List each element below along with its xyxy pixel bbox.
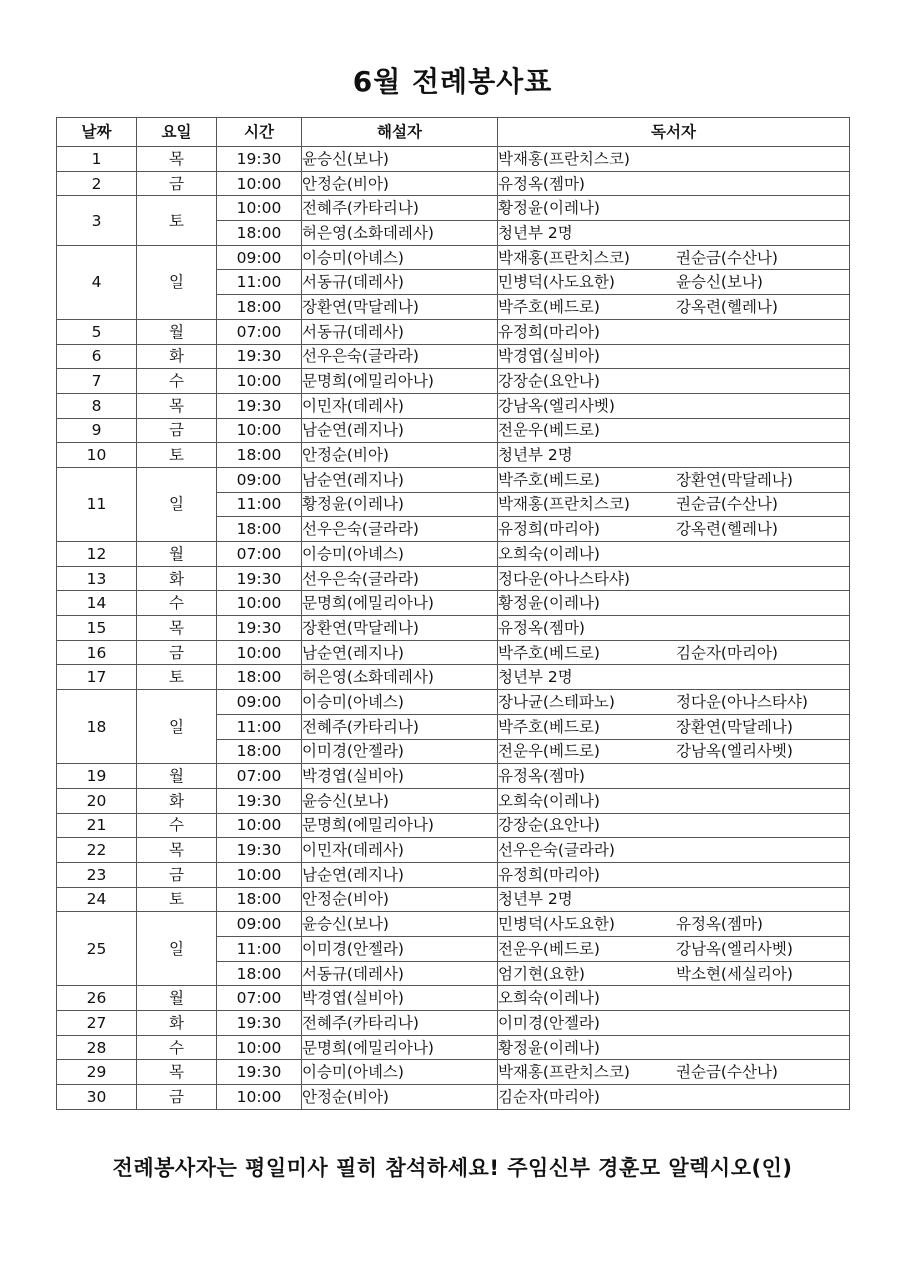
reader-secondary: 김순자(마리아) [676,643,778,662]
commentator-cell: 전혜주(카타리나) [302,196,498,221]
date-cell: 29 [57,1060,137,1085]
weekday-cell: 월 [137,542,217,567]
commentator-cell: 윤승신(보나) [302,147,498,172]
date-cell: 26 [57,986,137,1011]
commentator-cell: 선우은숙(글라라) [302,344,498,369]
reader-secondary: 정다운(아나스타샤) [676,692,808,711]
commentator-cell: 문명희(에밀리아나) [302,369,498,394]
commentator-cell: 장환연(막달레나) [302,616,498,641]
date-cell: 3 [57,196,137,245]
reader-cell [498,937,850,962]
reader-primary: 박주호(베드로) [498,643,600,662]
time-cell: 10:00 [217,171,302,196]
reader-primary: 박재홍(프란치스코) [498,495,630,514]
time-cell: 18:00 [217,887,302,912]
reader-primary: 엄기현(요한) [498,964,585,983]
commentator-cell: 이승미(아녜스) [302,1060,498,1085]
reader-secondary: 박소현(세실리아) [676,964,793,983]
date-cell: 10 [57,443,137,468]
table-row [57,912,850,937]
weekday-cell: 목 [137,1060,217,1085]
commentator-cell: 이승미(아녜스) [302,542,498,567]
reader-secondary: 강옥련(헬레나) [676,297,778,316]
date-cell: 12 [57,542,137,567]
reader-cell [498,690,850,715]
time-cell: 19:30 [217,566,302,591]
reader-primary: 황정윤(이레나) [498,199,600,218]
table-row [57,764,850,789]
table-row [57,690,850,715]
weekday-cell: 토 [137,196,217,245]
reader-secondary: 권순금(수산나) [676,495,778,514]
table-row [57,319,850,344]
reader-cell [498,147,850,172]
table-row [57,862,850,887]
time-cell: 07:00 [217,986,302,1011]
time-cell: 10:00 [217,862,302,887]
table-row [57,147,850,172]
date-cell: 17 [57,665,137,690]
weekday-cell: 토 [137,443,217,468]
time-cell: 10:00 [217,591,302,616]
header-commentator: 해설자 [302,118,498,147]
reader-cell [498,739,850,764]
date-cell: 25 [57,912,137,986]
reader-primary: 전운우(베드로) [498,742,600,761]
table-row [57,1085,850,1110]
reader-cell [498,467,850,492]
reader-primary: 강남옥(엘리사벳) [498,396,615,415]
reader-cell [498,517,850,542]
commentator-cell: 안정순(비아) [302,1085,498,1110]
reader-primary: 황정윤(이레나) [498,1038,600,1057]
time-cell: 11:00 [217,492,302,517]
reader-primary: 황정윤(이레나) [498,594,600,613]
weekday-cell: 일 [137,912,217,986]
date-cell: 2 [57,171,137,196]
commentator-cell: 남순연(레지나) [302,467,498,492]
reader-secondary: 장환연(막달레나) [676,717,793,736]
commentator-cell: 이미경(안젤라) [302,739,498,764]
time-cell: 10:00 [217,196,302,221]
time-cell: 19:30 [217,1060,302,1085]
weekday-cell: 일 [137,467,217,541]
table-row [57,196,850,221]
commentator-cell: 허은영(소화데레사) [302,221,498,246]
time-cell: 07:00 [217,542,302,567]
commentator-cell: 이승미(아녜스) [302,690,498,715]
weekday-cell: 토 [137,665,217,690]
table-row [57,393,850,418]
reader-secondary: 윤승신(보나) [676,273,763,292]
reader-primary: 강장순(요안나) [498,372,600,391]
time-cell: 10:00 [217,1035,302,1060]
header-date: 날짜 [57,118,137,147]
table-row [57,1011,850,1036]
commentator-cell: 윤승신(보나) [302,788,498,813]
weekday-cell: 금 [137,640,217,665]
time-cell: 11:00 [217,937,302,962]
commentator-cell: 남순연(레지나) [302,418,498,443]
commentator-cell: 허은영(소화데레사) [302,665,498,690]
footer-note: 전례봉사자는 평일미사 필히 참석하세요! 주임신부 경훈모 알렉시오(인) [112,1156,793,1180]
reader-primary: 박재홍(프란치스코) [498,1063,630,1082]
reader-primary: 박재홍(프란치스코) [498,248,630,267]
reader-primary: 민병덕(사도요한) [498,915,615,934]
weekday-cell: 화 [137,566,217,591]
time-cell: 18:00 [217,665,302,690]
reader-primary: 청년부 2명 [498,446,573,465]
reader-primary: 유정희(마리아) [498,520,600,539]
commentator-cell: 장환연(막달레나) [302,295,498,320]
weekday-cell: 금 [137,171,217,196]
weekday-cell: 화 [137,1011,217,1036]
date-cell: 11 [57,467,137,541]
commentator-cell: 안정순(비아) [302,887,498,912]
date-cell: 19 [57,764,137,789]
reader-cell [498,887,850,912]
time-cell: 09:00 [217,912,302,937]
weekday-cell: 화 [137,788,217,813]
date-cell: 27 [57,1011,137,1036]
weekday-cell: 일 [137,245,217,319]
reader-primary: 유정옥(젬마) [498,618,585,637]
date-cell: 16 [57,640,137,665]
commentator-cell: 안정순(비아) [302,171,498,196]
reader-secondary: 권순금(수산나) [676,1063,778,1082]
table-row [57,171,850,196]
reader-cell [498,369,850,394]
date-cell: 8 [57,393,137,418]
reader-primary: 정다운(아나스타샤) [498,569,630,588]
time-cell: 18:00 [217,443,302,468]
table-row [57,591,850,616]
commentator-cell: 황정윤(이레나) [302,492,498,517]
date-cell: 28 [57,1035,137,1060]
reader-primary: 강장순(요안나) [498,816,600,835]
reader-primary: 유정옥(젬마) [498,174,585,193]
table-row [57,1035,850,1060]
reader-cell [498,196,850,221]
reader-cell [498,912,850,937]
date-cell: 6 [57,344,137,369]
weekday-cell: 월 [137,319,217,344]
reader-primary: 유정옥(젬마) [498,767,585,786]
schedule-body [57,147,850,1110]
reader-cell [498,813,850,838]
date-cell: 14 [57,591,137,616]
reader-cell [498,1011,850,1036]
date-cell: 24 [57,887,137,912]
weekday-cell: 토 [137,887,217,912]
reader-primary: 박주호(베드로) [498,717,600,736]
reader-cell [498,319,850,344]
reader-primary: 청년부 2명 [498,668,573,687]
weekday-cell: 금 [137,862,217,887]
reader-cell [498,221,850,246]
weekday-cell: 목 [137,616,217,641]
commentator-cell: 서동규(데레사) [302,270,498,295]
table-row [57,418,850,443]
reader-cell [498,665,850,690]
date-cell: 5 [57,319,137,344]
reader-primary: 박주호(베드로) [498,470,600,489]
time-cell: 11:00 [217,270,302,295]
date-cell: 20 [57,788,137,813]
table-row [57,887,850,912]
reader-cell [498,862,850,887]
time-cell: 10:00 [217,418,302,443]
time-cell: 11:00 [217,714,302,739]
reader-secondary: 강옥련(헬레나) [676,520,778,539]
time-cell: 19:30 [217,147,302,172]
time-cell: 09:00 [217,245,302,270]
table-row [57,640,850,665]
page-title: 6월 전례봉사표 [352,65,553,98]
reader-primary: 전운우(베드로) [498,939,600,958]
reader-cell [498,788,850,813]
reader-cell [498,616,850,641]
time-cell: 19:30 [217,393,302,418]
commentator-cell: 서동규(데레사) [302,319,498,344]
commentator-cell: 박경엽(실비아) [302,764,498,789]
commentator-cell: 문명희(에밀리아나) [302,813,498,838]
time-cell: 19:30 [217,788,302,813]
table-row [57,542,850,567]
commentator-cell: 문명희(에밀리아나) [302,591,498,616]
reader-cell [498,443,850,468]
date-cell: 22 [57,838,137,863]
reader-cell [498,542,850,567]
weekday-cell: 금 [137,1085,217,1110]
table-row [57,665,850,690]
time-cell: 19:30 [217,1011,302,1036]
table-row [57,986,850,1011]
reader-primary: 박재홍(프란치스코) [498,149,630,168]
commentator-cell: 박경엽(실비아) [302,986,498,1011]
commentator-cell: 전혜주(카타리나) [302,1011,498,1036]
table-row [57,566,850,591]
time-cell: 09:00 [217,690,302,715]
table-row [57,344,850,369]
reader-cell [498,1085,850,1110]
time-cell: 18:00 [217,295,302,320]
time-cell: 10:00 [217,1085,302,1110]
reader-primary: 박주호(베드로) [498,297,600,316]
commentator-cell: 선우은숙(글라라) [302,517,498,542]
header-reader: 독서자 [498,118,850,147]
date-cell: 1 [57,147,137,172]
reader-secondary: 강남옥(엘리사벳) [676,939,793,958]
time-cell: 09:00 [217,467,302,492]
reader-secondary: 유정옥(젬마) [676,915,763,934]
weekday-cell: 월 [137,986,217,1011]
reader-primary: 청년부 2명 [498,223,573,242]
time-cell: 10:00 [217,640,302,665]
header-day: 요일 [137,118,217,147]
header-row [57,118,850,147]
time-cell: 19:30 [217,838,302,863]
weekday-cell: 월 [137,764,217,789]
reader-secondary: 강남옥(엘리사벳) [676,742,793,761]
commentator-cell: 서동규(데레사) [302,961,498,986]
weekday-cell: 일 [137,690,217,764]
reader-primary: 전운우(베드로) [498,421,600,440]
reader-cell [498,961,850,986]
reader-cell [498,1060,850,1085]
reader-cell [498,344,850,369]
date-cell: 13 [57,566,137,591]
schedule-table [56,117,850,1110]
table-row [57,245,850,270]
weekday-cell: 목 [137,838,217,863]
time-cell: 19:30 [217,344,302,369]
time-cell: 10:00 [217,369,302,394]
reader-secondary: 권순금(수산나) [676,248,778,267]
reader-secondary: 장환연(막달레나) [676,470,793,489]
time-cell: 18:00 [217,517,302,542]
weekday-cell: 목 [137,393,217,418]
time-cell: 18:00 [217,221,302,246]
reader-cell [498,640,850,665]
reader-cell [498,418,850,443]
reader-primary: 오희숙(이레나) [498,544,600,563]
time-cell: 07:00 [217,764,302,789]
date-cell: 9 [57,418,137,443]
commentator-cell: 이민자(데레사) [302,838,498,863]
weekday-cell: 화 [137,344,217,369]
reader-primary: 박경엽(실비아) [498,347,600,366]
reader-cell [498,838,850,863]
table-row [57,1060,850,1085]
reader-primary: 청년부 2명 [498,890,573,909]
date-cell: 23 [57,862,137,887]
reader-cell [498,764,850,789]
reader-cell [498,714,850,739]
commentator-cell: 남순연(레지나) [302,640,498,665]
commentator-cell: 이민자(데레사) [302,393,498,418]
reader-primary: 선우은숙(글라라) [498,841,615,860]
reader-cell [498,986,850,1011]
time-cell: 19:30 [217,616,302,641]
reader-cell [498,171,850,196]
time-cell: 07:00 [217,319,302,344]
weekday-cell: 수 [137,369,217,394]
time-cell: 18:00 [217,739,302,764]
reader-primary: 유정희(마리아) [498,865,600,884]
commentator-cell: 이승미(아녜스) [302,245,498,270]
date-cell: 18 [57,690,137,764]
reader-cell [498,270,850,295]
table-row [57,616,850,641]
date-cell: 7 [57,369,137,394]
reader-cell [498,393,850,418]
reader-cell [498,1035,850,1060]
reader-primary: 이미경(안젤라) [498,1013,600,1032]
commentator-cell: 선우은숙(글라라) [302,566,498,591]
commentator-cell: 전혜주(카타리나) [302,714,498,739]
table-row [57,467,850,492]
reader-primary: 오희숙(이레나) [498,989,600,1008]
commentator-cell: 문명희(에밀리아나) [302,1035,498,1060]
reader-cell [498,295,850,320]
reader-cell [498,492,850,517]
weekday-cell: 수 [137,1035,217,1060]
reader-primary: 유정희(마리아) [498,322,600,341]
weekday-cell: 수 [137,591,217,616]
time-cell: 18:00 [217,961,302,986]
table-row [57,788,850,813]
date-cell: 21 [57,813,137,838]
reader-primary: 장나균(스테파노) [498,692,615,711]
table-row [57,443,850,468]
weekday-cell: 금 [137,418,217,443]
weekday-cell: 수 [137,813,217,838]
commentator-cell: 이미경(안젤라) [302,937,498,962]
date-cell: 4 [57,245,137,319]
header-time: 시간 [217,118,302,147]
date-cell: 15 [57,616,137,641]
reader-cell [498,566,850,591]
table-row [57,369,850,394]
reader-cell [498,591,850,616]
weekday-cell: 목 [137,147,217,172]
table-row [57,838,850,863]
date-cell: 30 [57,1085,137,1110]
commentator-cell: 윤승신(보나) [302,912,498,937]
commentator-cell: 안정순(비아) [302,443,498,468]
time-cell: 10:00 [217,813,302,838]
reader-cell [498,245,850,270]
reader-primary: 오희숙(이레나) [498,791,600,810]
commentator-cell: 남순연(레지나) [302,862,498,887]
reader-primary: 김순자(마리아) [498,1087,600,1106]
table-row [57,813,850,838]
reader-primary: 민병덕(사도요한) [498,273,615,292]
